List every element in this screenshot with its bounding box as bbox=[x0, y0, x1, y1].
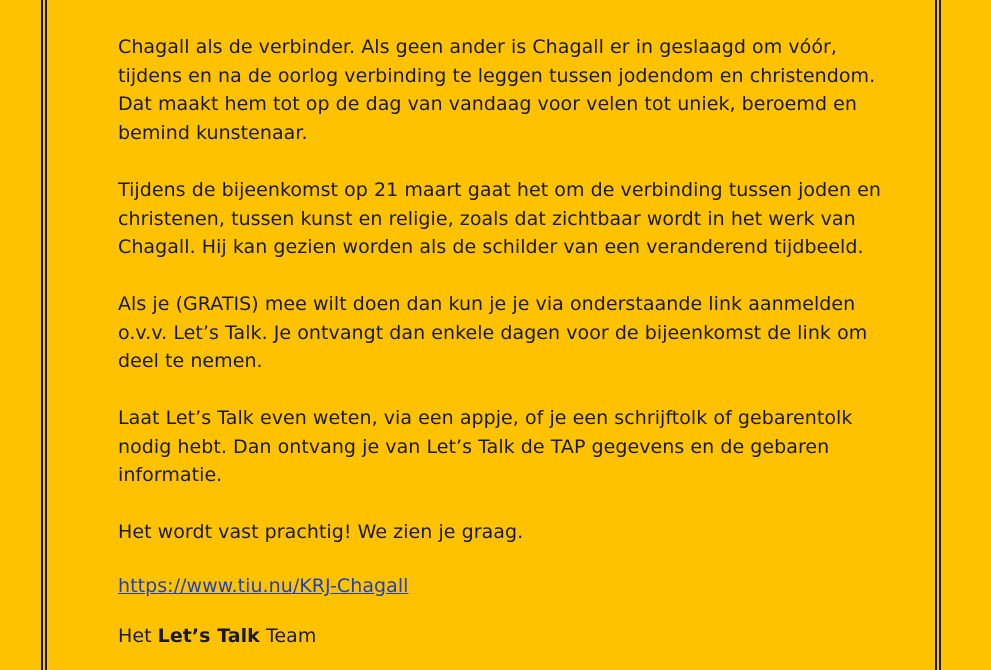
paragraph-tolk bbox=[118, 404, 898, 490]
paragraph-line: Chagall als de verbinder. Als geen ander is Chagall er in geslaagd om vóór, bbox=[118, 36, 837, 58]
cut-off-line bbox=[118, 0, 838, 4]
paragraph-line: tijdens en na de oorlog verbinding te leggen tussen jodendom en christendom. bbox=[118, 64, 876, 87]
paragraph-line: deel te nemen. bbox=[118, 350, 263, 373]
paragraph-line: nodig hebt. Dan ontvang je van Let’s Talk de TAP gegevens en de gebaren bbox=[118, 435, 830, 458]
paragraph-line: Laat Let’s Talk even weten, via een appje, of je een schrijftolk of gebarentolk bbox=[118, 407, 853, 429]
paragraph-line: Als je (GRATIS) mee wilt doen dan kun je je via onderstaande link aanmelden bbox=[118, 293, 856, 315]
closing-line: Het wordt vast prachtig! We zien je graag. bbox=[118, 521, 524, 543]
signature-line bbox=[118, 622, 898, 651]
signature-prefix: Het bbox=[118, 625, 158, 647]
cut-off-text bbox=[118, 0, 711, 1]
paragraph-line: christenen, tussen kunst en religie, zoals dat zichtbaar wordt in het werk van bbox=[118, 207, 856, 230]
paragraph-line: bemind kunstenaar. bbox=[118, 121, 308, 144]
paragraph-bijeenkomst bbox=[118, 176, 898, 262]
signature-suffix: Team bbox=[259, 625, 317, 647]
paragraph-closing bbox=[118, 518, 898, 547]
signature-team-name: Let’s Talk bbox=[157, 625, 260, 647]
paragraph-line: informatie. bbox=[118, 464, 223, 487]
paragraph-line: Dat maakt hem tot op de dag van vandaag voor velen tot uniek, beroemd en bbox=[118, 93, 857, 116]
registration-link[interactable]: https://www.tiu.nu/KRJ-Chagall bbox=[118, 575, 409, 597]
paragraph-aanmelden bbox=[118, 290, 898, 376]
paragraph-chagall-verbinder bbox=[118, 33, 898, 147]
paragraph-line: Chagall. Hij kan gezien worden als de schilder van een veranderend tijdbeeld. bbox=[118, 236, 864, 259]
paragraph-line: o.v.v. Let’s Talk. Je ontvangt dan enkele dagen voor de bijeenkomst de link om bbox=[118, 321, 868, 344]
signature bbox=[118, 622, 898, 651]
paragraph-link bbox=[118, 572, 898, 601]
paragraph-line: Tijdens de bijeenkomst op 21 maart gaat het om de verbinding tussen joden en bbox=[118, 179, 881, 201]
